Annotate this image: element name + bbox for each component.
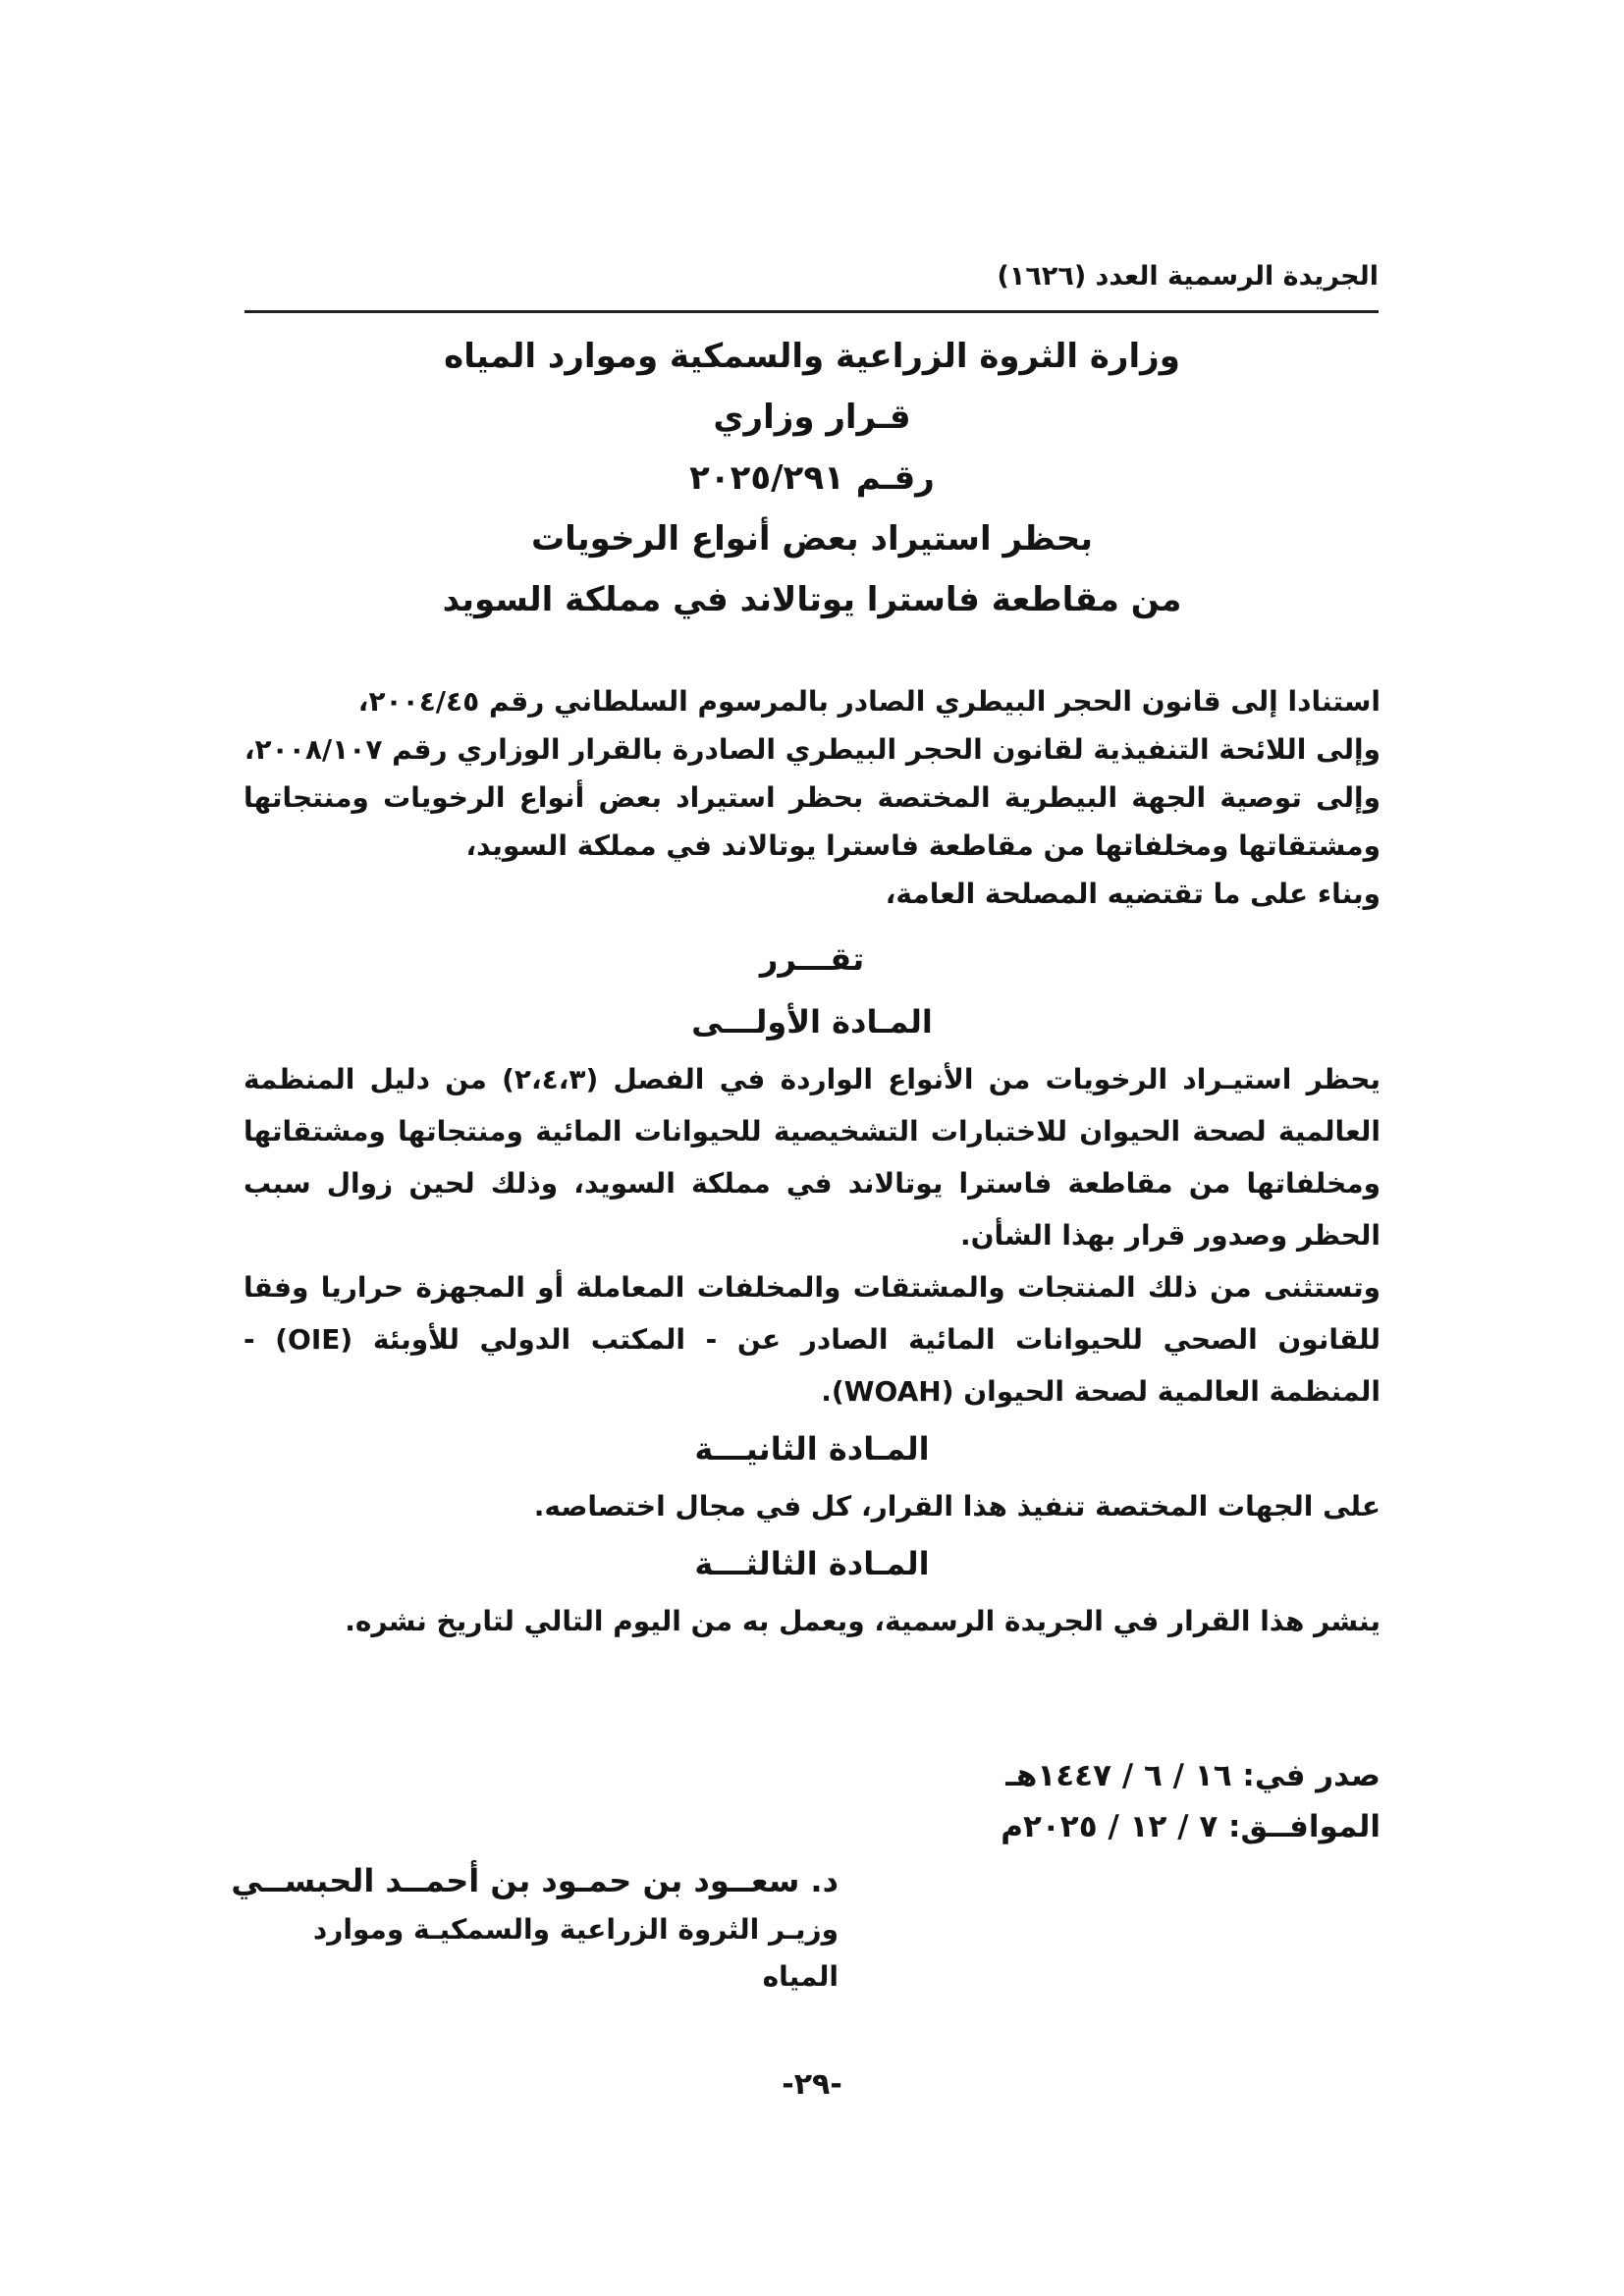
decision-body — [244, 677, 1380, 1647]
decision-subject-line-2: من مقاطعة فاسترا يوتالاند في مملكة السويد — [442, 580, 1182, 619]
signature-block — [230, 1855, 839, 2001]
preamble-item: وبناء على ما تقتضيه المصلحة العامة، — [885, 878, 1380, 910]
article-3-paragraph-1: ينشر هذا القرار في الجريدة الرسمية، ويعمل به من اليوم التالي لتاريخ نشره. — [345, 1605, 1380, 1637]
decides-heading: تقـــرر — [759, 940, 865, 978]
article-1-paragraph-2: وتستثنى من ذلك المنتجات والمشتقات والمخلفات المعاملة أو المجهزة حراريا وفقا للقانون الصحي للحيوانات المائية الصادر عن - المكتب الدولي للأوبئة (OIE) - المنظمة العالمية لصحة الحيوان (WOAH). — [244, 1271, 1380, 1408]
ministry-name: وزارة الثروة الزراعية والسمكية وموارد المياه — [444, 337, 1180, 376]
corresponding-date-gregorian: الموافــق: ٧ / ١٢ / ٢٠٢٥م — [1001, 1809, 1380, 1844]
decision-type: قـرار وزاري — [713, 398, 911, 437]
signatory-name: د. سعــود بن حمـود بن أحمــد الحبســي — [231, 1862, 839, 1899]
article-1-paragraph-1: يحظر استيـراد الرخويات من الأنواع الواردة في الفصل (٢،٤،٣) من دليل المنظمة العالمية لصحة الحيوان للاختبارات التشخيصية للحيوانات المائية ومنتجاتها ومشتقاتها ومخلفاتها من مقاطعة فاسترا يوتالاند في مملكة السويد، وذلك لحين زوال سبب الحظر وصدور قرار بهذا الشأن. — [244, 1063, 1380, 1252]
decision-subject-line-1: بحظر استيراد بعض أنواع الرخويات — [530, 519, 1094, 559]
article-2-paragraph-1: على الجهات المختصة تنفيذ هذا القرار، كل في مجال اختصاصه. — [533, 1490, 1380, 1522]
page-number: -٢٩- — [782, 2067, 842, 2102]
preamble-item: وإلى توصية الجهة البيطرية المختصة بحظر استيراد بعض أنواع الرخويات ومنتجاتها ومشتقاتها ومخلفاتها من مقاطعة فاسترا يوتالاند في مملكة السويد، — [244, 781, 1380, 862]
signatory-role: وزيـر الثروة الزراعية والسمكيـة وموارد المياه — [312, 1913, 839, 1993]
preamble-item: استنادا إلى قانون الحجر البيطري الصادر بالمرسوم السلطاني رقم ٢٠٠٤/٤٥، — [357, 685, 1380, 718]
article-3-heading: المـادة الثالثـــة — [694, 1545, 930, 1582]
issued-date-hijri: صدر في: ١٦ / ٦ / ١٤٤٧هـ — [1005, 1758, 1380, 1793]
article-1-heading: المـادة الأولـــى — [691, 1003, 933, 1041]
article-2-heading: المـادة الثانيـــة — [694, 1430, 930, 1468]
decision-title-block — [0, 326, 1624, 630]
preamble — [244, 677, 1380, 918]
preamble-item: وإلى اللائحة التنفيذية لقانون الحجر البيطري الصادرة بالقرار الوزاري رقم ٢٠٠٨/١٠٧، — [244, 733, 1380, 766]
issue-dates — [791, 1750, 1380, 1852]
running-header: الجريدة الرسمية العدد (١٦٢٦) — [244, 257, 1379, 313]
decision-number: رقـم ٢٠٢٥/٢٩١ — [689, 458, 935, 498]
